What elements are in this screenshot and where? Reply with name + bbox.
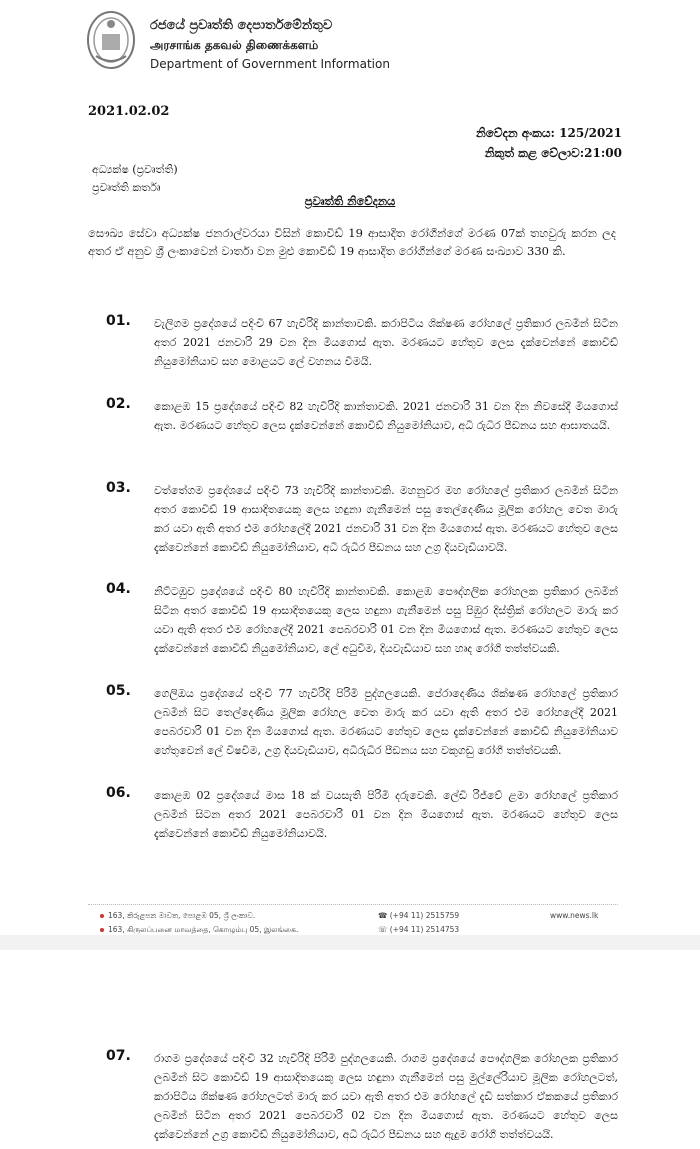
item-number: 06.: [106, 785, 131, 801]
item-text: කොළඹ 02 ප්‍රදේශයේ මාස 18 ක් වයසැති පිරිමි දරුවෙකි. ලේඩි රිජ්වේ ළමා රෝහලේ ප්‍රතිකාර ලබමින් සිටන අතර 2021 පෙබරවාරි 01 වන දින මියගොස් ඇත. මරණයට හේතුව ලෙස දැක්වෙන්නේ කොවිඩ් නියුමෝනියාවයි.: [154, 789, 618, 840]
fax-icon: ☏: [378, 925, 390, 934]
footer-telephone: ☎ (+94 11) 2515759: [378, 911, 460, 920]
footer-fax: ☏ (+94 11) 2514753: [378, 925, 460, 934]
item-number: 07.: [106, 1048, 131, 1064]
government-emblem-icon: [86, 10, 136, 70]
item-number: 04.: [106, 581, 131, 597]
item-text: නිට්ටඹුව ප්‍රදේශයේ පදිංචි 80 හැවිරිදි කාන්තාවකි. කොළඹ පෞද්ගලික රෝහලක ප්‍රතිකාර ලබමින් සිටින අතර කොවිඩ් 19 ආසාදිතයෙකු ලෙස හඳුනා ගැනීමෙන් පසු පිඹුර දිස්ත්‍රික් රෝහලට මාරු කර යවා ඇති අතර එම රෝහලේදී 2021 පෙබරවාරි 01 වන දින මියගොස් ඇත. මරණයට හේතුව ලෙස දැක්වෙන්නේ කොවිඩ් නියුමෝනියාව, ලේ අධුවීම, දියවැඩියාව සහ හෘද රෝගී තත්ත්වයකි.: [154, 585, 618, 655]
intro-paragraph: සෞඛ්‍ය සේවා අධ්‍යක්ෂ ජනරාල්වරයා විසින් කොවිඩ් 19 ආසාදිත රෝගීන්ගේ මරණ 07ක් තහවුරු කරන ලද අතර ඒ අනුව ශ්‍රී ලංකාවෙන් වාර්තා වන මුළු කොවිඩ් 19 ආසාදිත රෝගීන්ගේ මරණ සංඛ්‍යාව 330 කි.: [88, 226, 616, 258]
header-sinhala: රජයේ ප්‍රවෘත්ති දෙපාර්තමේන්තුව: [150, 18, 333, 33]
item-text: රාගම ප්‍රදේශයේ පදිංචි 32 හැවිරිදි පිරිමි පුද්ගලයෙකි. රාගම ප්‍රදේශයේ පෞද්ගලික රෝහලක ප්‍රතිකාර ලබමින් සිට කොවිඩ් 19 ආසාදිතයෙකු ලෙස හඳුනා ගැනීමෙන් පසු මුල්ලේරියාව මූලික රෝහලටත්, කරාපිටිය ශික්ෂණ රෝහලටත් මාරු කර යවා ඇති අතර එම රෝහලේ දැඩි සත්කාර ඒකකයේ ප්‍රතිකාර ලබමින් සිටින අතර 2021 පෙබරවාරි 02 වන දින මියගොස් ඇත. මරණයට හේතුව ලෙස දැක්වෙන්නේ උග්‍ර කොවිඩ් නියුමෝනියාව, අධි රුධිර පීඩනය සහ ඇදුම රෝගී තත්ත්වයයි.: [154, 1052, 618, 1141]
item-text: වැලිගම ප්‍රදේශයේ පදිංචි 67 හැවිරිදි කාන්තාවකි. කරාපිටිය ශික්ෂණ රෝහලේ ප්‍රතිකාර ලබමින් සිටින අතර 2021 ජනවාරි 29 වන දින මියගොස් ඇත. මරණයට හේතුව ලෙස දැක්වෙන්නේ කොවිඩ් නියුමෝනියාව සහ මොළයට ලේ වහනය වීමයි.: [154, 317, 618, 368]
item-number: 01.: [106, 313, 131, 329]
header-tamil: அரசாங்க தகவல் திணைக்களம்: [150, 38, 319, 52]
document-page-2: [0, 950, 700, 1149]
item-number: 05.: [106, 683, 131, 699]
from-editor: ප්‍රවෘත්ති කර්තෘ: [92, 181, 161, 194]
footer-website[interactable]: www.news.lk: [550, 911, 599, 920]
item-text: ගෙලිඔය ප්‍රදේශයේ පදිංචි 77 හැවිරිදි පිරිමි පුද්ගලයෙකි. පේරාදෙණිය ශික්ෂණ රෝහලේ ප්‍රතිකාර ලබමින් සිට තෙල්දෙණිය මූලික රෝහල වෙත මාරු කර යවා ඇති අතර එම රෝහලේදී 2021 පෙබරවාරි 01 වන දින මියගොස් ඇත. මරණයට හේතුව ලෙස දැක්වෙන්නේ කොවිඩ් නියුමෝනියාව හේතුවෙන් ලේ විෂවීම, උග්‍ර දියවැඩියාව, අධිරුධිර පීඩනය සහ වකුගඩු රෝගී තත්ත්වයකි.: [154, 687, 618, 757]
phone-icon: ☎: [378, 911, 390, 920]
release-number: නිවේදන අංකය: 125/2021: [475, 126, 622, 140]
page-separator: [0, 935, 700, 950]
item-text: කොළඹ 15 ප්‍රදේශයේ පදිංචි 82 හැවිරිදි කාන්තාවකි. 2021 ජනවාරි 31 වන දින නිවසේදී මියගොස් ඇත. මරණයට හේතුව ලෙස දැක්වෙන්නේ කොවිඩ් නියුමෝනියාව, අධි රුධිර පීඩනය සහ ආඝාතයයි.: [154, 400, 618, 432]
item-text: වත්තේගම ප්‍රදේශයේ පදිංචි 73 හැවිරිදි කාන්තාවකි. මහනුවර මහ රෝහලේ ප්‍රතිකාර ලබමින් සිටින අතර කොවිඩ් 19 ආසාදිතයෙකු ලෙස හඳුනා ගැනීමෙන් පසු තෙල්දෙණිය මූලික රෝහල වෙත මාරු කර යවා ඇති අතර එම රෝහලේදී 2021 ජනවාරි 31 වන දින මියගොස් ඇත. මරණයට හේතුව ලෙස දැක්වෙන්නේ කොවිඩ් නියුමෝනියාව, අධි රුධිර පීඩනය සහ උග්‍ර දියවැඩියාවයි.: [154, 484, 618, 554]
header-english: Department of Government Information: [150, 57, 390, 71]
from-director: අධ්‍යක්ෂ (ප්‍රවෘත්ති): [92, 163, 178, 176]
document-title: ප්‍රවෘත්ති නිවේදනය: [304, 194, 396, 208]
item-number: 03.: [106, 480, 131, 496]
footer-address-sinhala: 163, කිරුළපන මාවත, පොළඹ 05, ශ්‍රී ලංකාව.: [100, 911, 255, 921]
footer-address-tamil: 163, கிருலப்பனை மாவத்தை, கொழும்பு 05, இலங்கை.: [100, 925, 298, 935]
footer-divider: [88, 904, 618, 905]
release-time: නිකුත් කළ වේලාව:21:00: [484, 146, 622, 160]
item-number: 02.: [106, 396, 131, 412]
document-date: 2021.02.02: [88, 104, 170, 119]
